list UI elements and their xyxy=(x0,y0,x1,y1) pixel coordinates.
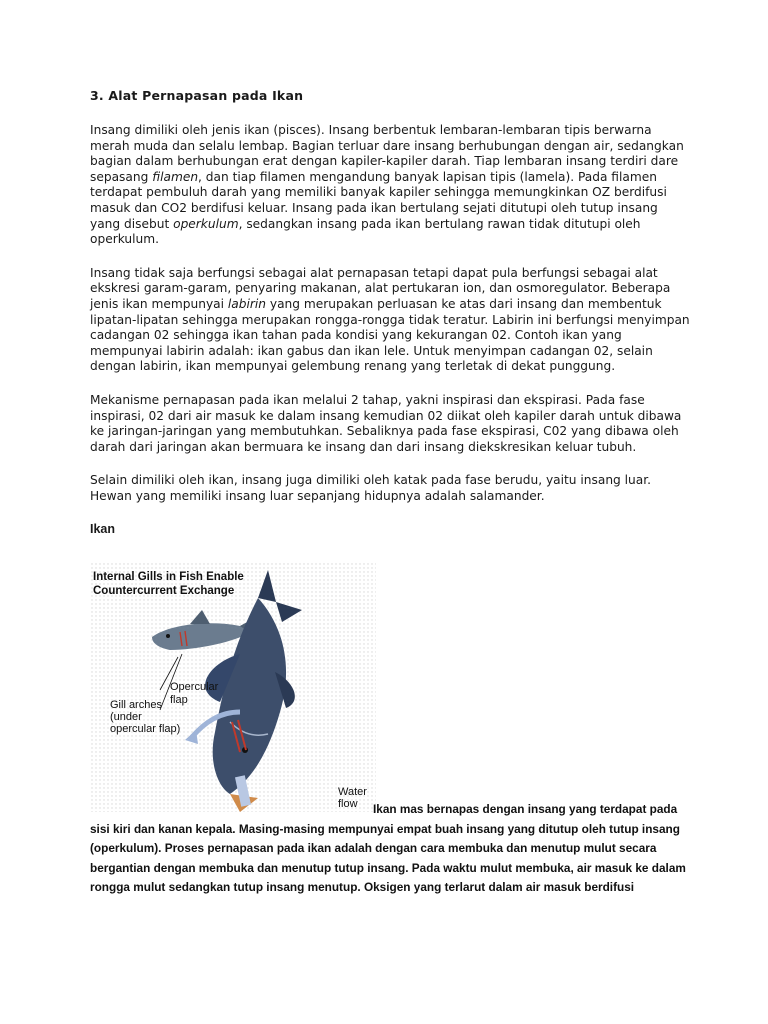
label-opercular-flap: flap xyxy=(170,694,188,706)
figure-title-line1: Internal Gills in Fish Enable xyxy=(93,571,244,583)
label-opercular: Opercular xyxy=(170,681,219,693)
p2-term-labirin: labirin xyxy=(227,296,266,311)
p1-text-c: , dan tiap filamen mengandung banyak lapisan tipis (lamela). Pada filamen terdapat pembuluh darah yang memiliki banyak kapiler sehingga memungkinkan OZ berdifusi masuk dan CO2 berdifusi keluar. Insang pada ikan bertulang sejati ditutupi oleh tutup insang yang disebut xyxy=(90,169,667,231)
p1-term-operkulum: operkulum xyxy=(173,216,239,231)
document-body xyxy=(90,88,690,540)
paragraph-insang-luar: Selain dimiliki oleh ikan, insang juga dimiliki oleh katak pada fase berudu, yaitu insang luar. Hewan yang memiliki insang luar sepanjang hidupnya adalah salamander. xyxy=(90,473,651,503)
paragraph-mekanisme: Mekanisme pernapasan pada ikan melalui 2 tahap, yakni inspirasi dan ekspirasi. Pada fase inspirasi, 02 dari air masuk ke dalam insang kemudian 02 diikat oleh kapiler darah untuk dibawa ke jaringan-jaringan yang membutuhkan. Sebaliknya pada fase ekspirasi, C02 yang dibawa oleh darah dari jaringan akan bermuara ke insang dan dari insang diekskresikan keluar tubuh. xyxy=(90,392,682,454)
label-flow: flow xyxy=(338,798,358,810)
label-gill-under: (under xyxy=(110,711,142,723)
caption-text: Ikan mas bernapas dengan insang yang terdapat pada sisi kiri dan kanan kepala. Masing-masing mempunyai empat buah insang yang ditutup oleh tutup insang (operkulum). Proses pernapasan pada ikan adalah dengan cara membuka dan menutup mulut secara bergantian dengan membuka dan menutup tutup insang. Pada waktu mulut membuka, air masuk ke dalam rongga mulut sedangkan tutup insang menutup. Oksigen yang terlarut dalam air masuk berdifusi xyxy=(90,802,686,895)
label-water: Water xyxy=(338,786,367,798)
p1-term-filamen: filamen xyxy=(152,169,199,184)
figure-title-line2: Countercurrent Exchange xyxy=(93,585,235,597)
paragraph-labirin xyxy=(90,266,690,375)
section-heading: 3. Alat Pernapasan pada Ikan xyxy=(90,88,304,103)
section-label-ikan: Ikan xyxy=(90,522,116,537)
p2-text-a: Insang tidak saja berfungsi sebagai alat pernapasan tetapi dapat pula berfungsi sebagai alat ekskresi garam-garam, penyaring makanan, alat pertukaran ion, dan osmoregulator. Beberapa jenis ikan mempunyai xyxy=(90,265,671,311)
paragraph-insang xyxy=(90,123,690,248)
p2-text-c: yang merupakan perluasan ke atas dari insang dan membentuk lipatan-lipatan sehingga merupakan rongga-rongga tidak teratur. Labirin ini berfungsi menyimpan cadangan 02 sehingga ikan tahan pada kondisi yang kekurangan 02. Contoh ikan yang mempunyai labirin adalah: ikan gabus dan ikan lele. Untuk menyimpan cadangan 02, selain dengan labirin, ikan mempunyai gelembung renang yang terletak di dekat punggung. xyxy=(90,296,690,374)
label-gill-arches: Gill arches xyxy=(110,699,162,711)
label-gill-opercular: opercular flap) xyxy=(110,723,181,735)
fish-gill-figure xyxy=(90,562,376,812)
p1-text-e: , sedangkan insang pada ikan bertulang rawan tidak ditutupi oleh operkulum. xyxy=(90,216,641,247)
figure-caption-paragraph xyxy=(90,800,690,898)
p1-text-a: Insang dimiliki oleh jenis ikan (pisces). Insang berbentuk lembaran-lembaran tipis berwarna merah muda dan selalu lembap. Bagian terluar dare insang berhubungan dengan air, sedangkan bagian dalam berhubungan erat dengan kapiler-kapiler darah. Tiap lembaran insang terdiri dare sepasang xyxy=(90,123,684,184)
fish-gill-illustration xyxy=(90,562,376,812)
